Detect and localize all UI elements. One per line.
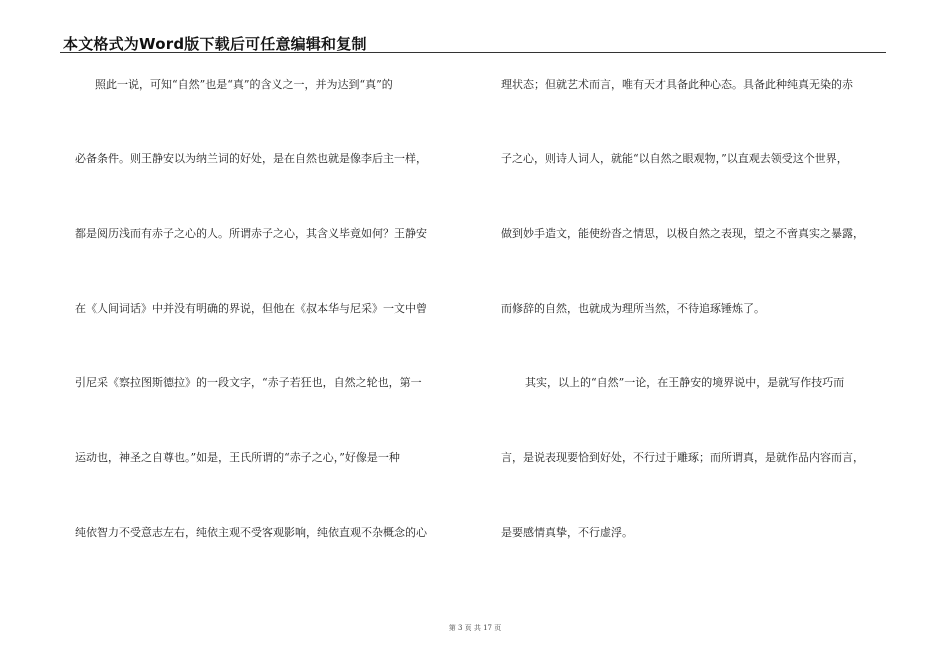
paragraph-line: 都是阅历浅而有赤子之心的人。所谓赤子之心，其含义毕竟如何？王静安 (75, 227, 427, 240)
paragraph-line: 理状态；但就艺术而言，唯有天才具备此种心态。具备此种纯真无染的赤 (501, 78, 853, 91)
paragraph-line: 纯依智力不受意志左右，纯依主观不受客观影响，纯依直观不杂概念的心 (75, 526, 427, 539)
paragraph-line: 言，是说表现要恰到好处，不行过于雕琢；而所谓真，是就作品内容而言， (501, 451, 864, 464)
paragraph-line: 照此一说，可知“自然”也是“真”的含义之一，并为达到“真”的 (95, 78, 393, 91)
page-number-footer: 第 3 页 共 17 页 (448, 624, 502, 632)
paragraph-line: 必备条件。则王静安以为纳兰词的好处，是在自然也就是像李后主一样， (75, 152, 427, 165)
paragraph-line: 引尼采《察拉图斯德拉》的一段文字，“赤子若狂也，自然之轮也，第一 (75, 376, 422, 389)
paragraph-line: 在《人间词话》中并没有明确的界说，但他在《叔本华与尼采》一文中曾 (75, 302, 427, 315)
paragraph-line: 其实，以上的“自然”一论，在王静安的境界说中，是就写作技巧而 (525, 376, 845, 389)
paragraph-line: 运动也，神圣之自尊也。”如是，王氏所谓的“赤子之心，”好像是一种 (75, 451, 400, 464)
paragraph-line: 子之心，则诗人词人，就能“以自然之眼观物，”以直观去领受这个世界， (501, 152, 848, 165)
paragraph-line: 而修辞的自然，也就成为理所当然，不待追琢锤炼了。 (501, 302, 765, 315)
document-header-title: 本文格式为Word版下载后可任意编辑和复制 (63, 35, 367, 53)
paragraph-line: 是要感情真挚，不行虚浮。 (501, 526, 633, 539)
header-divider (60, 52, 886, 53)
paragraph-line: 做到妙手造文，能使纷沓之情思，以极自然之表现，望之不啻真实之暴露， (501, 227, 864, 240)
